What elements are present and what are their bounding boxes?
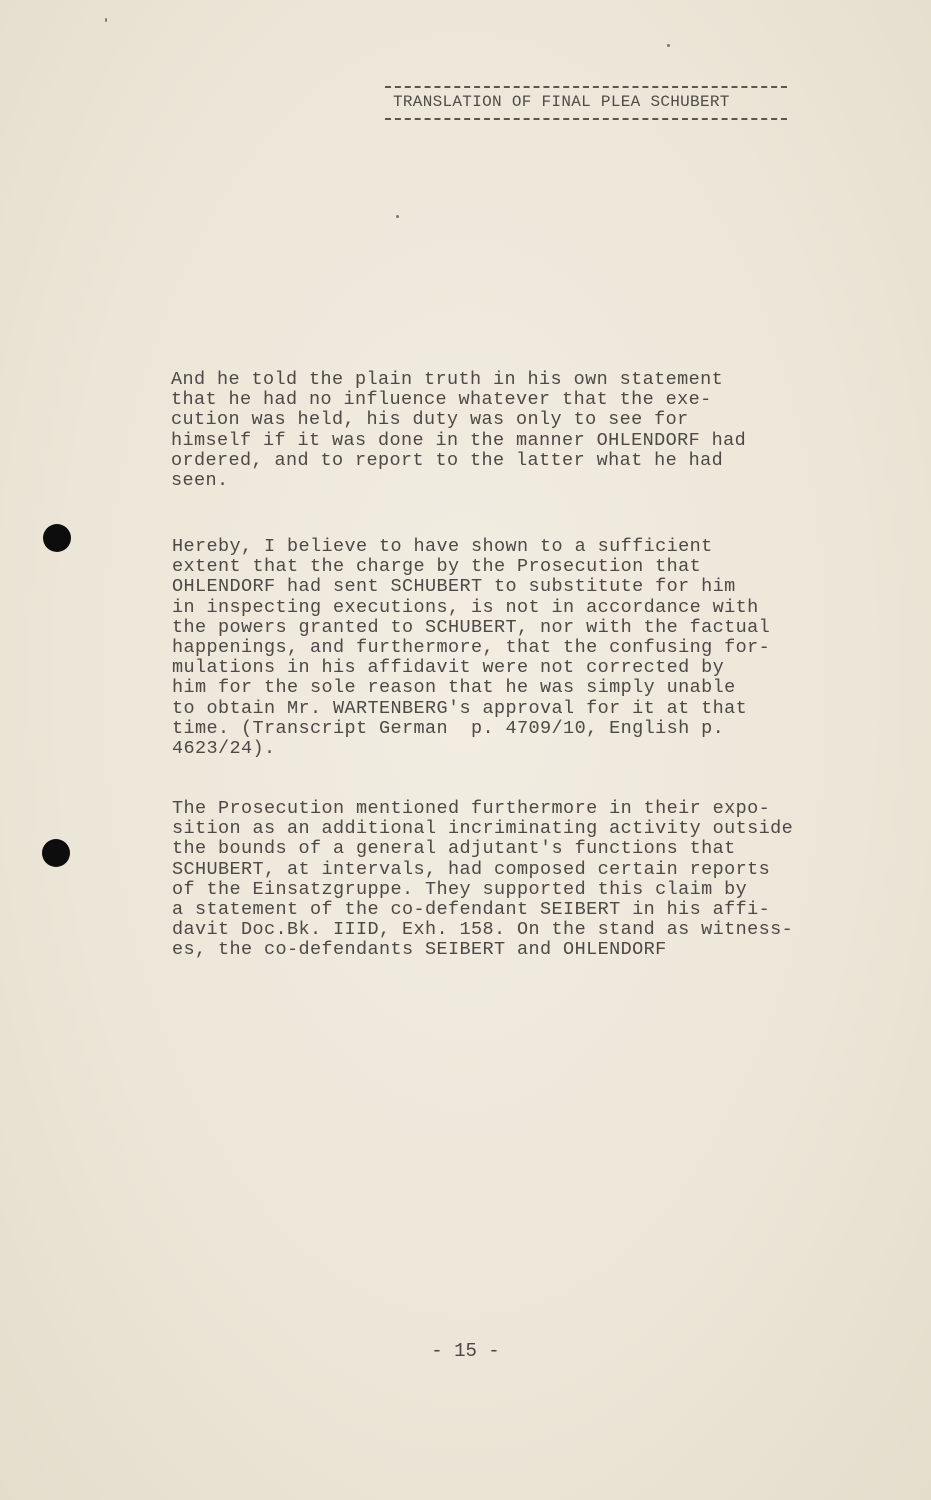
punch-hole-lower bbox=[42, 839, 70, 867]
document-header bbox=[385, 86, 795, 120]
paper-speck bbox=[667, 44, 670, 47]
document-title: TRANSLATION OF FINAL PLEA SCHUBERT bbox=[393, 93, 730, 111]
paragraph-1: And he told the plain truth in his own statement that he had no influence whatever that the exe- cution was held, his duty was only to see for himself if it was done in the manner OHLENDORF had ordered, and to report to the latter what he had seen. bbox=[171, 369, 747, 492]
punch-hole-upper bbox=[43, 524, 71, 552]
paragraph-3: The Prosecution mentioned furthermore in their expo- sition as an additional incriminating activity outside the bounds of a general adjutant's functions that SCHUBERT, at intervals, had composed certain reports of the Einsatzgruppe. They supported this claim by a statement of the co-defendant SEIBERT in his affi- davit Doc.Bk. IIID, Exh. 158. On the stand as witness- es, the co-defendants SEIBERT and OHLENDORF bbox=[172, 798, 794, 961]
paper-speck bbox=[105, 18, 107, 22]
header-bottom-rule bbox=[385, 118, 787, 120]
page-number: - 15 - bbox=[431, 1340, 500, 1362]
paper-speck bbox=[396, 215, 399, 218]
paragraph-2: Hereby, I believe to have shown to a sufficient extent that the charge by the Prosecution that OHLENDORF had sent SCHUBERT to substitute for him in inspecting executions, is not in accordance with the powers granted to SCHUBERT, nor with the factual happenings, and furthermore, that the confusing for- mulations in his affidavit were not corrected by him for the sole reason that he was simply unable to obtain Mr. WARTENBERG's approval for it at that time. (Transcript German p. 4709/10, English p. 4623/24). bbox=[172, 536, 771, 760]
